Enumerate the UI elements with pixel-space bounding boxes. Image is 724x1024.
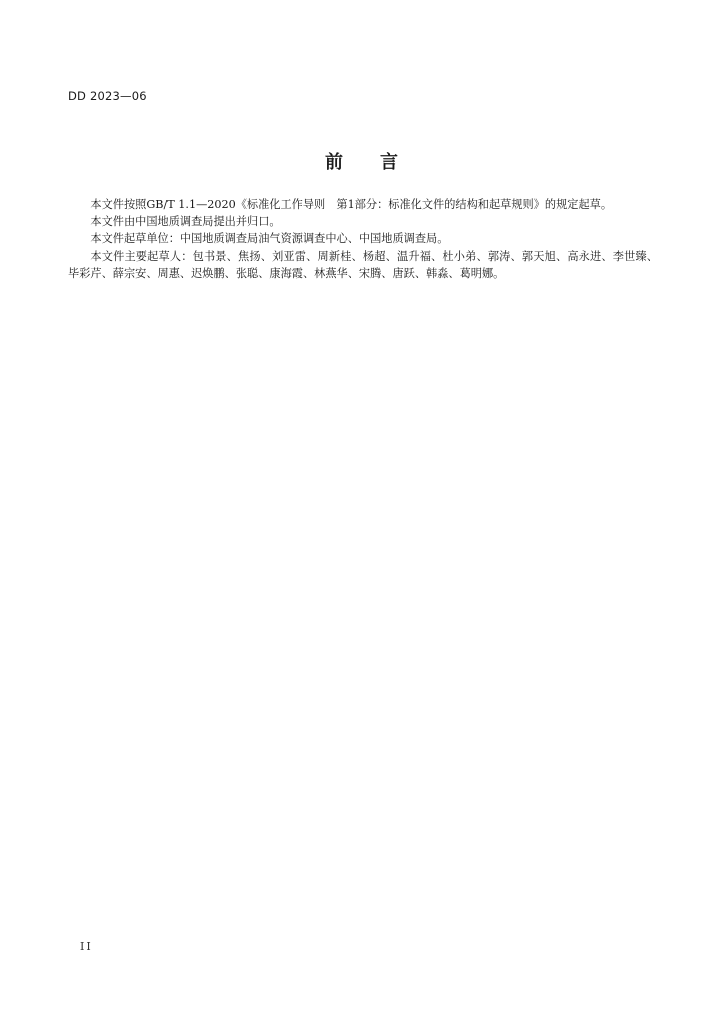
document-id: DD 2023—06 xyxy=(68,89,147,103)
section-title-part-1: 前 xyxy=(325,152,344,173)
paragraph-drafting-units: 本文件起草单位：中国地质调查局油气资源调查中心、中国地质调查局。 xyxy=(90,232,449,246)
page-number: II xyxy=(80,940,93,953)
paragraph-standard-basis: 本文件按照GB/T 1.1—2020《标准化工作导则 第1部分：标准化文件的结构和起草规则》的规定起草。 xyxy=(90,198,613,211)
section-title-part-2: 言 xyxy=(380,152,399,173)
paragraph-drafters: 本文件主要起草人：包书景、焦扬、刘亚雷、周新桂、杨超、温升福、杜小弟、郭涛、郭天旭、高永进、李世臻、毕彩芹、薛宗安、周惠、迟焕鹏、张聪、康海霞、林燕华、宋腾、唐跃、韩淼、葛明娜。 xyxy=(68,249,658,280)
section-title xyxy=(0,148,724,174)
paragraph-proposer: 本文件由中国地质调查局提出并归口。 xyxy=(90,215,281,229)
foreword-body xyxy=(68,196,658,282)
